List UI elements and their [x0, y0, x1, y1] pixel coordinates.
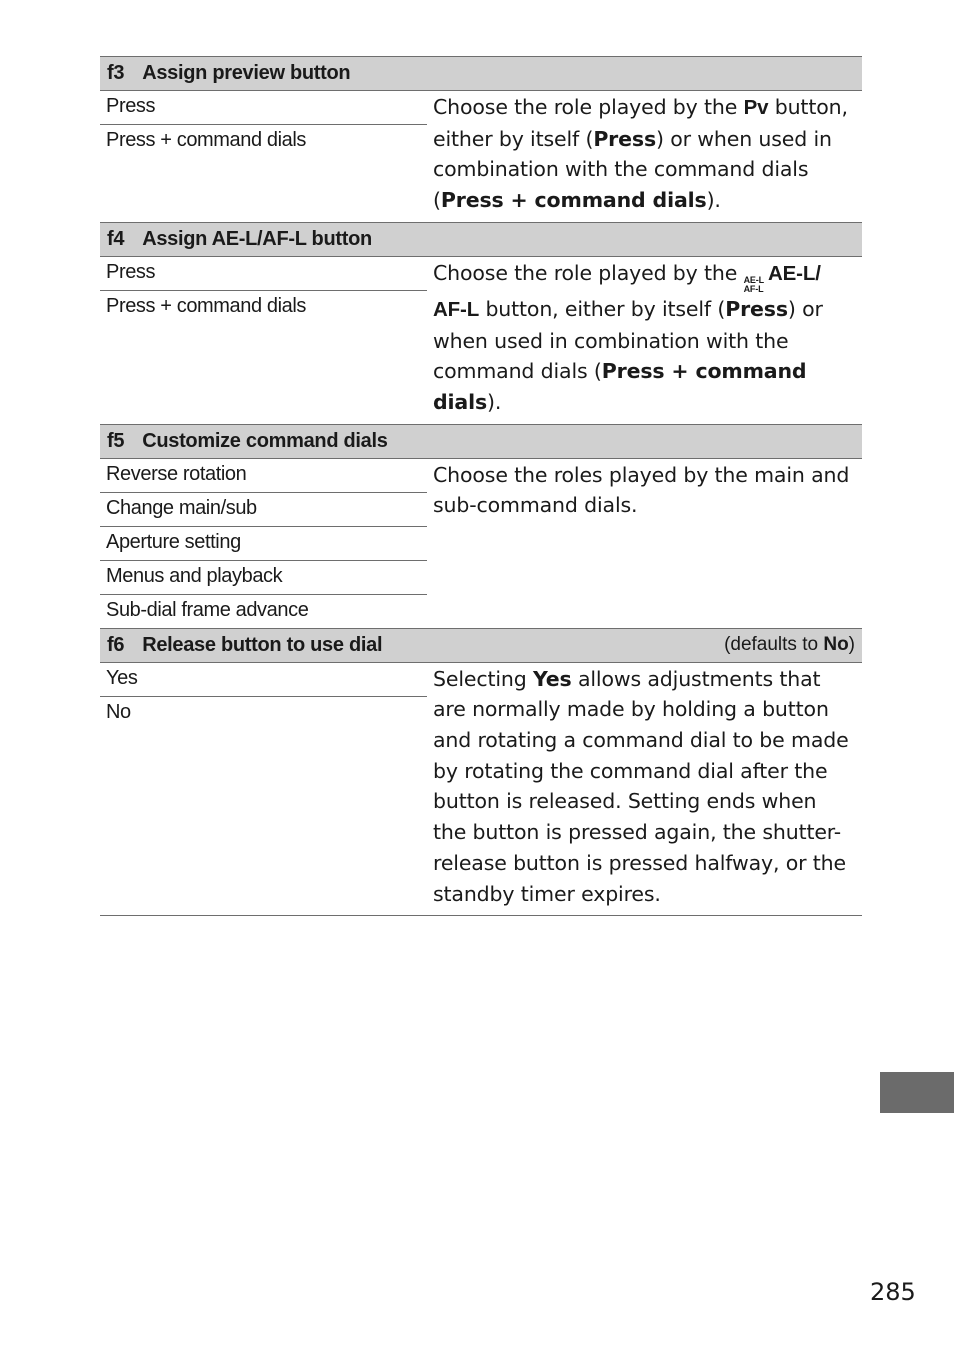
section-title: Release button to use dial	[142, 633, 383, 656]
section-code: f3	[107, 62, 125, 84]
section-header-f4	[100, 223, 862, 257]
section-description: Choose the role played by the Pv button, either by itself (Press) or when used in combination with the command dials (Press + command dials).	[433, 95, 848, 213]
page-number: 285	[870, 1278, 916, 1306]
ae-l-af-l-button-label: AE-L/ AF-L	[433, 261, 821, 321]
option-press: Press	[100, 257, 427, 291]
option-sub-dial-frame-advance: Sub-dial frame advance	[106, 598, 309, 621]
options-list	[100, 459, 427, 628]
option-yes: Yes	[100, 663, 427, 697]
section-body-f4	[100, 257, 862, 425]
ae-l-af-l-icon: AE-L AF-L	[743, 274, 764, 294]
chapter-thumb-tab	[880, 1072, 954, 1113]
options-list	[100, 91, 427, 222]
section-header-f5	[100, 425, 862, 459]
section-title: Assign preview button	[142, 62, 351, 84]
section-title: Customize command dials	[142, 429, 388, 452]
section-code: f6	[107, 633, 125, 656]
section-title: Assign AE-L/AF-L button	[142, 227, 372, 250]
section-description: Choose the roles played by the main and sub-command dials.	[433, 462, 850, 518]
default-value: No	[823, 634, 849, 656]
option-no: No	[106, 700, 131, 723]
option-menus-and-playback: Menus and playback	[100, 561, 427, 595]
option-press: Press	[100, 91, 427, 125]
option-press-command-dials: Press + command dials	[106, 294, 307, 317]
option-press-command-dials: Press + command dials	[106, 129, 307, 151]
section-code: f5	[107, 429, 125, 452]
pv-button-label: Pv	[743, 96, 769, 119]
section-code: f4	[107, 227, 125, 250]
option-change-main-sub: Change main/sub	[100, 493, 427, 527]
section-description: Selecting Yes allows adjustments that are normally made by holding a button and rotating a command dial to be made by rotating the command dial after the button is released. Setting ends when the button is pressed again, the shutter-release button is pressed halfway, or the standby timer expires.	[433, 666, 849, 906]
section-body-f6	[100, 663, 862, 916]
section-body-f3	[100, 91, 862, 223]
default-value-note: (defaults to No)	[724, 634, 855, 656]
section-header-f6	[100, 629, 862, 663]
option-aperture-setting: Aperture setting	[100, 527, 427, 561]
options-list	[100, 257, 427, 424]
custom-settings-table	[100, 56, 862, 916]
option-reverse-rotation: Reverse rotation	[100, 459, 427, 493]
section-description: Choose the role played by the AE-L AF-L AE-L/ AF-L button, either by itself (Press) or when used in combination with the command dials (Press + command dials).	[433, 260, 823, 414]
options-list	[100, 663, 427, 916]
section-body-f5	[100, 459, 862, 629]
section-header-f3	[100, 57, 862, 91]
